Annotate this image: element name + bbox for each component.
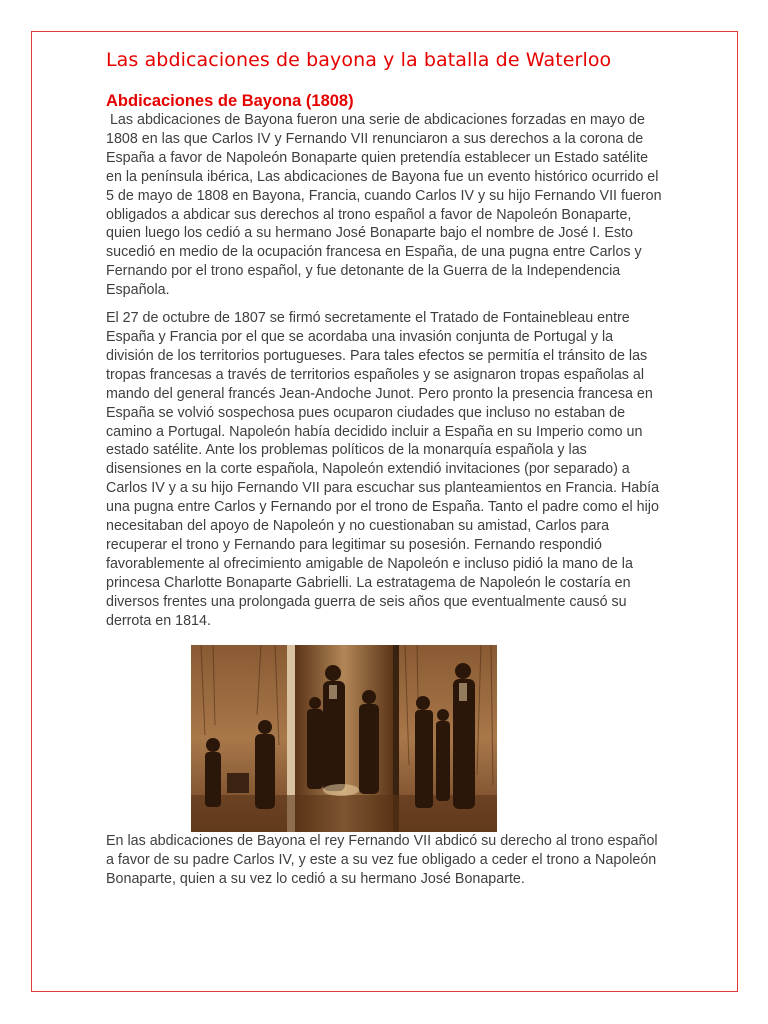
document-body (106, 46, 666, 630)
paragraph-fontainebleau: El 27 de octubre de 1807 se firmó secretamente el Tratado de Fontainebleau entre España y Francia por el que se acordaba una invasión conjunta de Portugal y la división de los territorios portugueses. Para tales efectos se permitía el tránsito de las tropas francesas a través de territorios españoles y se asignaron tropas españolas al mando del general francés Jean-Andoche Junot. Pero pronto la presencia francesa en España se volvió sospechosa pues ocuparon ciudades que incluso no estaban de camino a Portugal. Napoleón había decidido incluir a España en su Imperio como un estado satélite. Ante los problemas políticos de la monarquía española y las disensiones en la corte española, Napoleón extendió invitaciones (por separado) a Carlos IV y a su hijo Fernando VII para escuchar sus planteamientos en Francia. Había una pugna entre Carlos y Fernando por el trono de España. Tanto el padre como el hijo necesitaban del apoyo de Napoleón y no cuestionaban su amistad, Carlos para recuperar el trono y Fernando para legitimar su posesión. Fernando respondió favorablemente al ofrecimiento amigable de Napoleón e incluso pidió la mano de la princesa Charlotte Bonaparte Gabrielli. La estratagema de Napoleón le costaría en diversos frentes una prolongada guerra de seis años que eventualmente causó su derrota en 1814. (106, 310, 664, 629)
paragraph-intro: Las abdicaciones de Bayona fueron una serie de abdicaciones forzadas en mayo de 1808 en las que Carlos IV y Fernando VII renunciaron a sus derechos a la corona de España a favor de Napoleón Bonaparte quien pretendía establecer un Estado satélite en la península ibérica, Las abdicaciones de Bayona fue un evento histórico ocurrido el 5 de mayo de 1808 en Bayona, Francia, cuando Carlos IV y su hijo Fernando VII fueron obligados a abdicar sus derechos al trono español a favor de Napoleón Bonaparte, quien luego los cedió a su hermano José Bonaparte bajo el nombre de José I. Esto sucedió en medio de la ocupación francesa en España, de una pugna entre Carlos y Fernando por el trono español, y fue detonante de la Guerra de la Independencia Española. (106, 112, 666, 299)
section-heading: Abdicaciones de Bayona (1808) (106, 92, 354, 110)
historical-engraving-image (191, 645, 497, 832)
document-title: Las abdicaciones de bayona y la batalla de Waterloo (106, 49, 612, 71)
image-caption: En las abdicaciones de Bayona el rey Fernando VII abdicó su derecho al trono español a favor de su padre Carlos IV, y este a su vez fue obligado a ceder el trono a Napoleón Bonaparte, quien a su vez lo cedió a su hermano José Bonaparte. (106, 833, 658, 887)
